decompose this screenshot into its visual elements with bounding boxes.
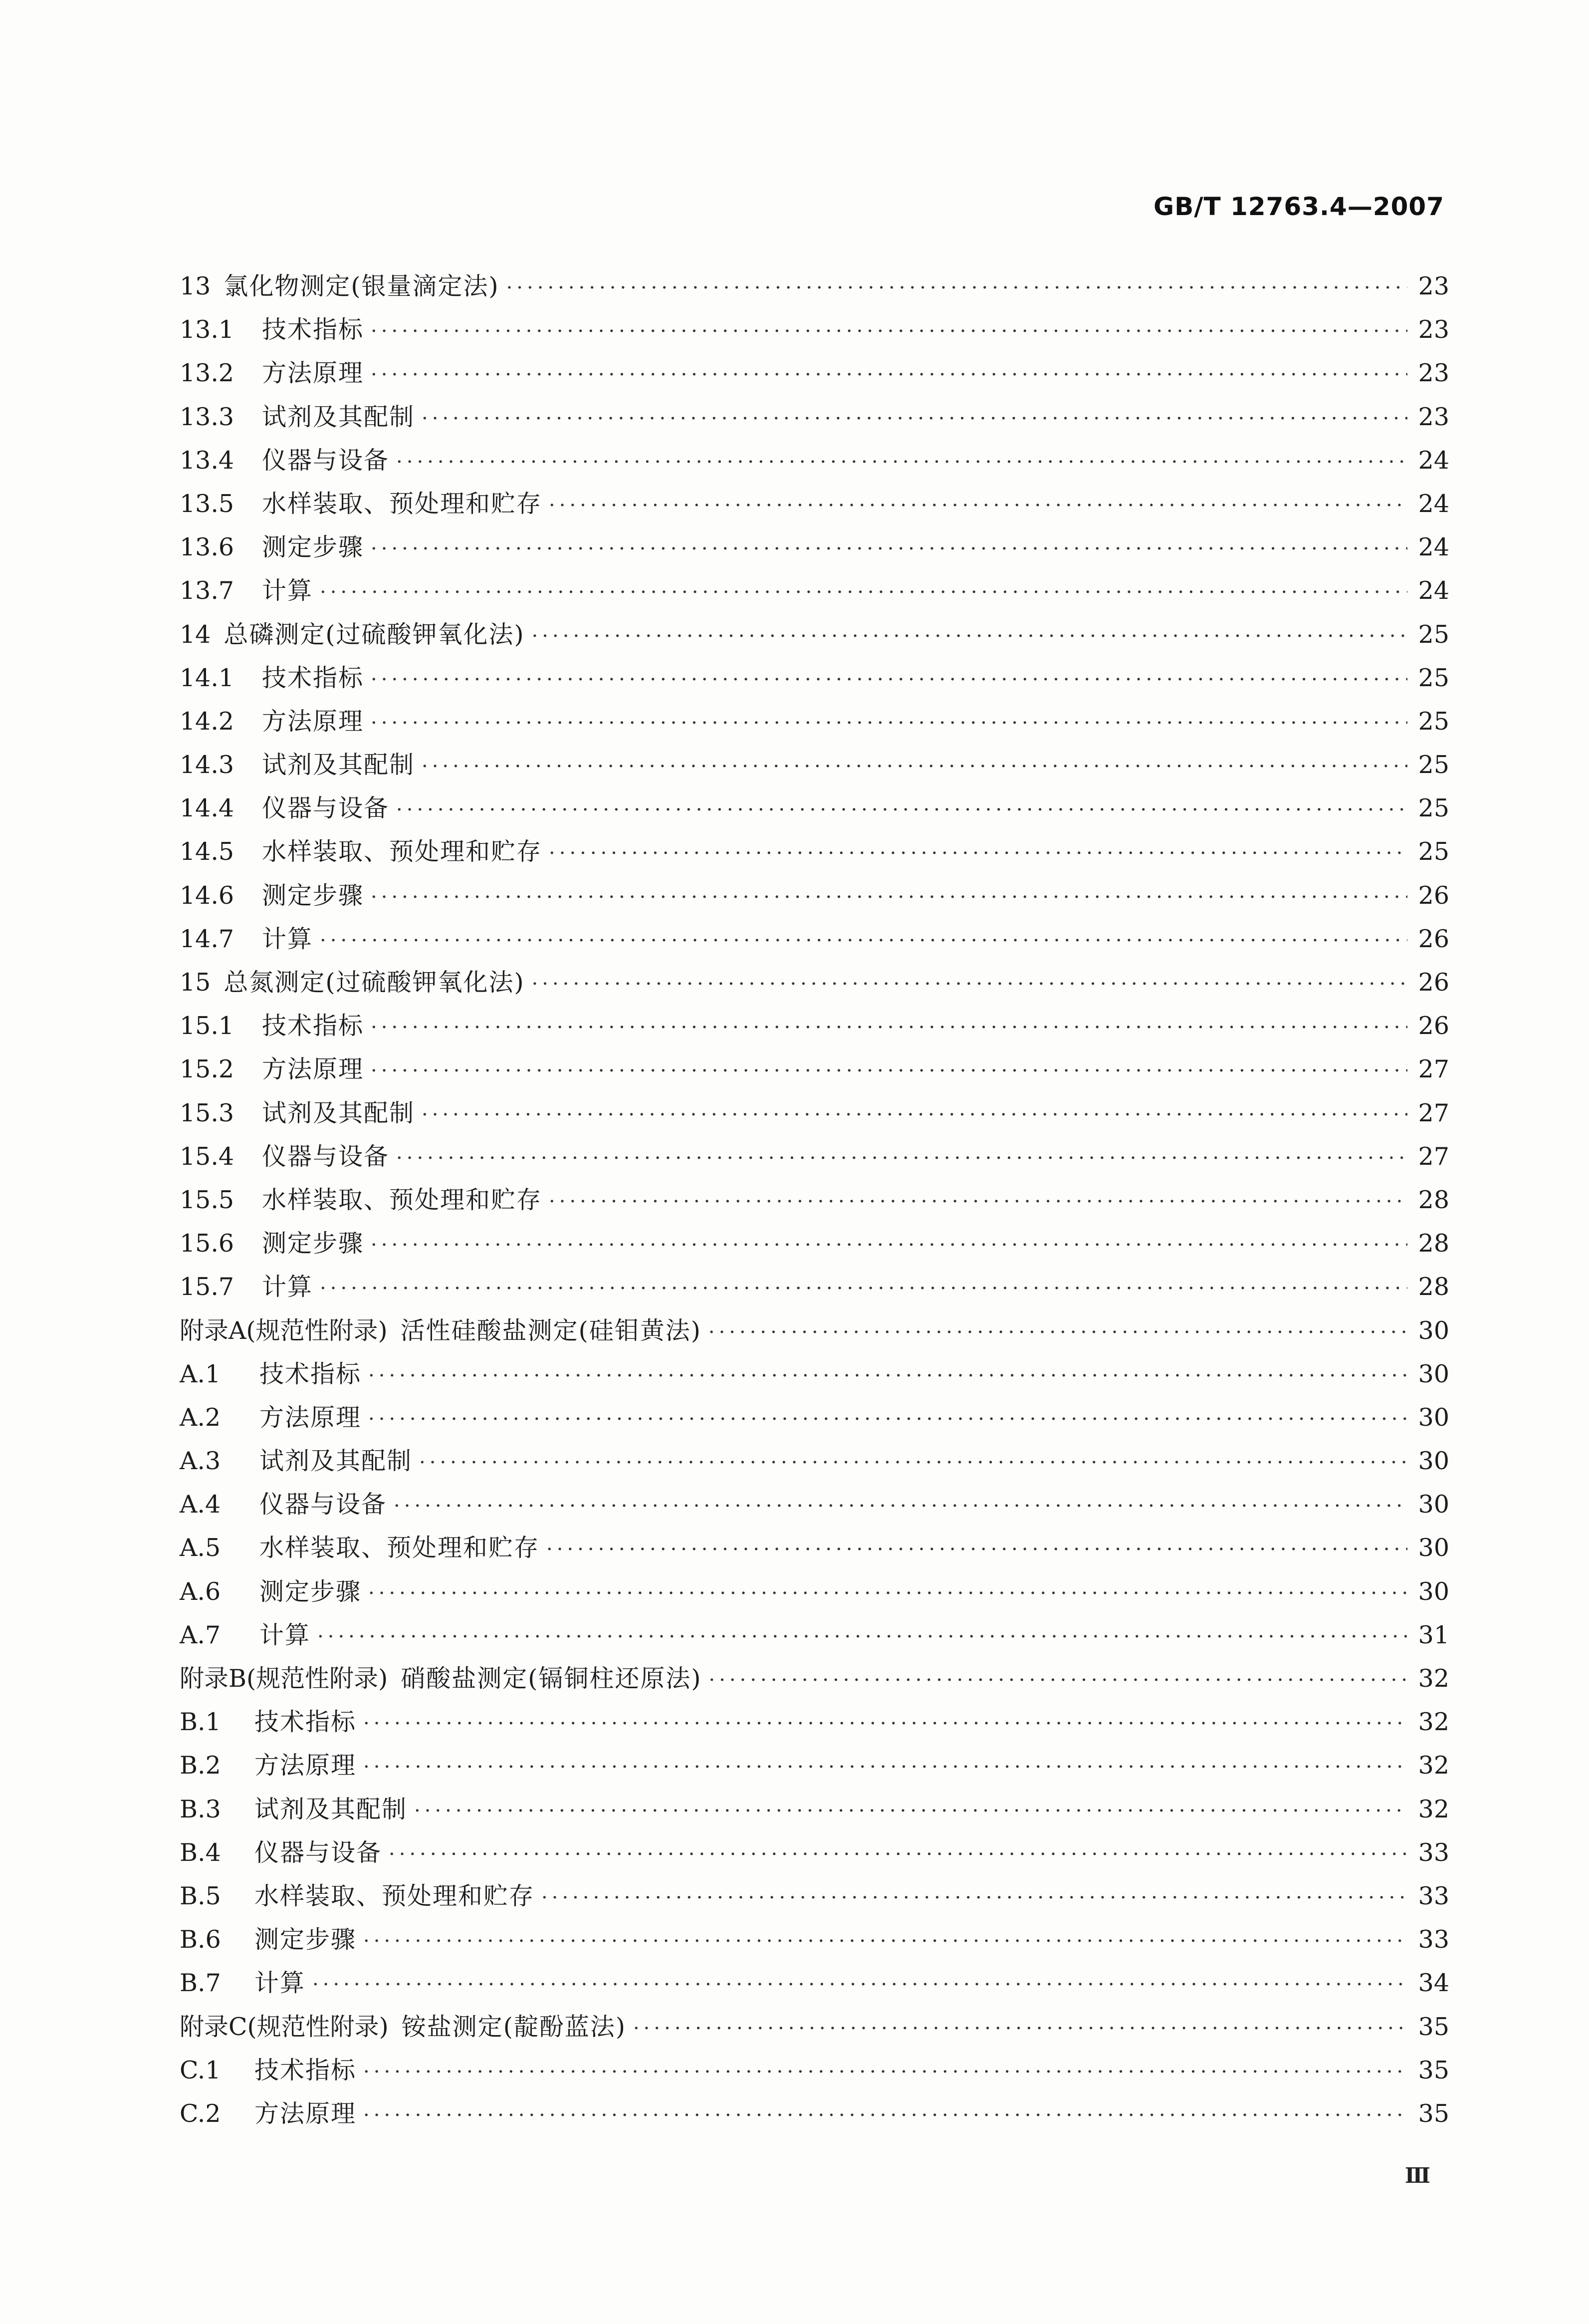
toc-entry-page: 28 bbox=[1418, 1229, 1449, 1258]
toc-entry-number: 附录A(规范性附录) bbox=[180, 1316, 388, 1345]
dot-leader bbox=[317, 1615, 1407, 1659]
toc-entry-title: 方法原理 bbox=[262, 1055, 364, 1084]
toc-entry bbox=[180, 743, 1449, 786]
toc-entry-number: B.6 bbox=[180, 1925, 221, 1954]
toc-entry-number: B.7 bbox=[180, 1969, 221, 1998]
table-of-contents bbox=[180, 264, 1449, 2135]
toc-entry-page: 32 bbox=[1418, 1664, 1449, 1693]
toc-entry-page: 35 bbox=[1418, 2012, 1449, 2041]
toc-entry-page: 27 bbox=[1418, 1142, 1449, 1171]
toc-entry bbox=[180, 656, 1449, 700]
toc-entry bbox=[180, 1526, 1449, 1569]
dot-leader bbox=[320, 919, 1407, 963]
toc-entry-number: 13.6 bbox=[180, 533, 234, 562]
toc-entry-title: 测定步骤 bbox=[254, 1925, 357, 1954]
toc-entry-number: 14.5 bbox=[180, 837, 234, 866]
toc-entry bbox=[180, 874, 1449, 917]
toc-entry-title: 试剂及其配制 bbox=[262, 402, 415, 431]
toc-entry-page: 32 bbox=[1418, 1751, 1449, 1780]
toc-entry-number: 15.2 bbox=[180, 1055, 234, 1084]
toc-entry bbox=[180, 1091, 1449, 1135]
dot-leader bbox=[414, 1790, 1407, 1833]
toc-entry-title: 仪器与设备 bbox=[262, 1142, 390, 1171]
toc-entry-page: 24 bbox=[1418, 533, 1449, 562]
toc-entry-number: 15.3 bbox=[180, 1098, 234, 1127]
dot-leader bbox=[368, 1572, 1407, 1615]
dot-leader bbox=[532, 615, 1407, 658]
toc-entry-number: 15 bbox=[180, 968, 211, 997]
toc-entry-page: 31 bbox=[1418, 1620, 1449, 1649]
toc-entry-page: 33 bbox=[1418, 1838, 1449, 1867]
toc-entry-number: 14.4 bbox=[180, 794, 234, 823]
toc-entry-number: A.3 bbox=[180, 1447, 221, 1476]
toc-entry-title: 仪器与设备 bbox=[254, 1838, 382, 1867]
toc-entry-title: 活性硅酸盐测定(硅钼黄法) bbox=[400, 1316, 701, 1345]
toc-entry-title: 测定步骤 bbox=[262, 533, 364, 562]
toc-entry-page: 25 bbox=[1418, 751, 1449, 779]
toc-entry bbox=[180, 961, 1449, 1004]
dot-leader bbox=[422, 745, 1407, 788]
dot-leader bbox=[549, 1180, 1407, 1224]
toc-entry-page: 25 bbox=[1418, 794, 1449, 823]
toc-entry-page: 27 bbox=[1418, 1055, 1449, 1084]
toc-entry bbox=[180, 613, 1449, 656]
toc-entry bbox=[180, 1918, 1449, 1961]
toc-entry bbox=[180, 1352, 1449, 1396]
toc-entry-title: 测定步骤 bbox=[262, 881, 364, 910]
toc-entry-title: 技术指标 bbox=[259, 1359, 362, 1388]
toc-entry-number: 13.3 bbox=[180, 402, 234, 431]
toc-entry bbox=[180, 1483, 1449, 1526]
dot-leader bbox=[363, 1920, 1407, 1963]
toc-entry-number: B.3 bbox=[180, 1795, 221, 1823]
toc-entry-number: 15.1 bbox=[180, 1012, 234, 1040]
toc-entry-page: 24 bbox=[1418, 446, 1449, 475]
toc-entry-number: 14.2 bbox=[180, 707, 234, 736]
toc-entry-number: B.1 bbox=[180, 1708, 221, 1737]
toc-entry-title: 铵盐测定(靛酚蓝法) bbox=[401, 2012, 626, 2041]
toc-entry-title: 技术指标 bbox=[262, 1012, 364, 1040]
toc-entry-title: 硝酸盐测定(镉铜柱还原法) bbox=[401, 1664, 702, 1693]
toc-entry-page: 26 bbox=[1418, 968, 1449, 997]
dot-leader bbox=[371, 353, 1407, 397]
toc-entry-title: 计算 bbox=[262, 1273, 313, 1301]
toc-entry-number: A.6 bbox=[180, 1577, 221, 1606]
toc-entry-title: 方法原理 bbox=[262, 707, 364, 736]
toc-entry-page: 30 bbox=[1418, 1403, 1449, 1432]
toc-entry-title: 计算 bbox=[262, 576, 313, 605]
dot-leader bbox=[320, 571, 1407, 614]
toc-entry-number: 附录B(规范性附录) bbox=[180, 1664, 388, 1693]
toc-entry bbox=[180, 395, 1449, 439]
toc-entry bbox=[180, 917, 1449, 961]
toc-entry-page: 28 bbox=[1418, 1185, 1449, 1214]
toc-entry-number: 14.6 bbox=[180, 881, 234, 910]
toc-entry-page: 33 bbox=[1418, 1881, 1449, 1910]
toc-entry-page: 27 bbox=[1418, 1098, 1449, 1127]
toc-entry-title: 试剂及其配制 bbox=[254, 1795, 408, 1823]
toc-entry bbox=[180, 1700, 1449, 1744]
toc-entry-title: 方法原理 bbox=[254, 1751, 357, 1780]
toc-entry-title: 试剂及其配制 bbox=[259, 1447, 413, 1476]
toc-entry-title: 氯化物测定(银量滴定法) bbox=[224, 272, 499, 300]
toc-entry bbox=[180, 830, 1449, 873]
toc-entry-page: 33 bbox=[1418, 1925, 1449, 1954]
toc-entry-page: 25 bbox=[1418, 837, 1449, 866]
dot-leader bbox=[422, 1093, 1407, 1137]
toc-entry-page: 23 bbox=[1418, 402, 1449, 431]
toc-entry-page: 24 bbox=[1418, 576, 1449, 605]
toc-entry-number: B.2 bbox=[180, 1751, 221, 1780]
toc-entry-page: 30 bbox=[1418, 1316, 1449, 1345]
dot-leader bbox=[396, 788, 1407, 832]
toc-entry-page: 35 bbox=[1418, 2056, 1449, 2084]
dot-leader bbox=[371, 310, 1407, 353]
dot-leader bbox=[371, 1049, 1407, 1093]
toc-entry-page: 23 bbox=[1418, 272, 1449, 300]
toc-entry-number: 13.7 bbox=[180, 576, 234, 605]
toc-entry-title: 测定步骤 bbox=[262, 1229, 364, 1258]
dot-leader bbox=[363, 1702, 1407, 1746]
toc-entry-title: 仪器与设备 bbox=[262, 446, 390, 475]
toc-entry bbox=[180, 439, 1449, 482]
dot-leader bbox=[371, 702, 1407, 745]
dot-leader bbox=[371, 876, 1407, 919]
toc-entry bbox=[180, 1831, 1449, 1874]
toc-entry bbox=[180, 1788, 1449, 1831]
dot-leader bbox=[708, 1659, 1407, 1702]
toc-entry-number: 15.7 bbox=[180, 1273, 234, 1301]
toc-entry-page: 26 bbox=[1418, 881, 1449, 910]
dot-leader bbox=[371, 658, 1407, 702]
toc-entry bbox=[180, 308, 1449, 351]
dot-leader bbox=[371, 527, 1407, 571]
toc-entry bbox=[180, 525, 1449, 569]
dot-leader bbox=[363, 2094, 1407, 2137]
dot-leader bbox=[363, 2051, 1407, 2094]
toc-entry-title: 计算 bbox=[262, 924, 313, 953]
toc-entry-page: 30 bbox=[1418, 1447, 1449, 1476]
toc-entry bbox=[180, 2092, 1449, 2135]
toc-entry bbox=[180, 569, 1449, 612]
toc-entry bbox=[180, 786, 1449, 830]
toc-entry-number: 附录C(规范性附录) bbox=[180, 2012, 389, 2041]
toc-entry-page: 28 bbox=[1418, 1273, 1449, 1301]
toc-entry-number: B.5 bbox=[180, 1881, 221, 1910]
toc-entry bbox=[180, 1222, 1449, 1265]
toc-entry-title: 技术指标 bbox=[262, 663, 364, 692]
toc-entry-number: 15.5 bbox=[180, 1185, 234, 1214]
toc-entry bbox=[180, 1265, 1449, 1308]
toc-entry bbox=[180, 1309, 1449, 1352]
toc-entry bbox=[180, 700, 1449, 743]
toc-entry bbox=[180, 1439, 1449, 1483]
toc-entry-title: 技术指标 bbox=[254, 2056, 357, 2084]
toc-entry-number: 14 bbox=[180, 620, 211, 649]
toc-entry-title: 试剂及其配制 bbox=[262, 751, 415, 779]
toc-entry-page: 34 bbox=[1418, 1969, 1449, 1998]
toc-entry-page: 25 bbox=[1418, 620, 1449, 649]
toc-entry bbox=[180, 1047, 1449, 1091]
toc-entry-number: 15.6 bbox=[180, 1229, 234, 1258]
toc-entry-number: C.1 bbox=[180, 2056, 221, 2084]
toc-entry-page: 30 bbox=[1418, 1490, 1449, 1519]
toc-entry-title: 测定步骤 bbox=[259, 1577, 362, 1606]
dot-leader bbox=[363, 1746, 1407, 1789]
toc-entry-number: A.4 bbox=[180, 1490, 221, 1519]
toc-entry-number: A.5 bbox=[180, 1534, 221, 1562]
toc-entry-title: 总磷测定(过硫酸钾氧化法) bbox=[224, 620, 525, 649]
toc-entry bbox=[180, 1657, 1449, 1700]
dot-leader bbox=[368, 1354, 1407, 1398]
toc-entry-title: 技术指标 bbox=[262, 315, 364, 344]
toc-entry bbox=[180, 482, 1449, 525]
dot-leader bbox=[396, 441, 1407, 484]
toc-entry-number: 13.2 bbox=[180, 359, 234, 388]
toc-entry-title: 仪器与设备 bbox=[262, 794, 390, 823]
dot-leader bbox=[389, 1833, 1407, 1876]
toc-entry-title: 试剂及其配制 bbox=[262, 1098, 415, 1127]
toc-entry-number: 14.7 bbox=[180, 924, 234, 953]
dot-leader bbox=[371, 1224, 1407, 1267]
toc-entry-page: 26 bbox=[1418, 1012, 1449, 1040]
toc-entry-title: 计算 bbox=[259, 1620, 311, 1649]
toc-entry-number: 13.5 bbox=[180, 489, 234, 518]
toc-entry-page: 30 bbox=[1418, 1577, 1449, 1606]
dot-leader bbox=[546, 1528, 1407, 1571]
toc-entry bbox=[180, 2049, 1449, 2092]
toc-entry bbox=[180, 1744, 1449, 1787]
toc-entry-title: 水样装取、预处理和贮存 bbox=[262, 489, 542, 518]
toc-entry bbox=[180, 1004, 1449, 1047]
dot-leader bbox=[371, 1006, 1407, 1049]
dot-leader bbox=[419, 1441, 1407, 1485]
toc-entry-title: 水样装取、预处理和贮存 bbox=[262, 1185, 542, 1214]
toc-entry-page: 25 bbox=[1418, 663, 1449, 692]
toc-entry-page: 25 bbox=[1418, 707, 1449, 736]
toc-entry-title: 方法原理 bbox=[259, 1403, 362, 1432]
toc-entry-number: A.2 bbox=[180, 1403, 221, 1432]
dot-leader bbox=[312, 1963, 1407, 2007]
dot-leader bbox=[394, 1485, 1407, 1528]
toc-entry-title: 方法原理 bbox=[262, 359, 364, 388]
toc-entry-number: B.4 bbox=[180, 1838, 221, 1867]
toc-entry-page: 30 bbox=[1418, 1359, 1449, 1388]
toc-entry bbox=[180, 264, 1449, 308]
toc-entry-number: C.2 bbox=[180, 2099, 221, 2128]
toc-entry-number: A.7 bbox=[180, 1620, 221, 1649]
toc-entry-page: 32 bbox=[1418, 1708, 1449, 1737]
toc-entry-title: 总氮测定(过硫酸钾氧化法) bbox=[224, 968, 525, 997]
dot-leader bbox=[541, 1876, 1407, 1920]
toc-entry bbox=[180, 1135, 1449, 1178]
toc-entry bbox=[180, 1396, 1449, 1439]
dot-leader bbox=[708, 1311, 1407, 1354]
toc-entry-title: 水样装取、预处理和贮存 bbox=[262, 837, 542, 866]
toc-entry-number: 14.3 bbox=[180, 751, 234, 779]
toc-entry bbox=[180, 1613, 1449, 1657]
dot-leader bbox=[422, 397, 1407, 441]
toc-entry-title: 计算 bbox=[254, 1969, 306, 1998]
toc-entry-title: 水样装取、预处理和贮存 bbox=[254, 1881, 535, 1910]
toc-entry-title: 水样装取、预处理和贮存 bbox=[259, 1534, 540, 1562]
toc-entry-page: 35 bbox=[1418, 2099, 1449, 2128]
dot-leader bbox=[549, 484, 1407, 527]
toc-entry-number: 14.1 bbox=[180, 663, 234, 692]
toc-entry-page: 30 bbox=[1418, 1534, 1449, 1562]
toc-entry-page: 23 bbox=[1418, 315, 1449, 344]
toc-entry bbox=[180, 1961, 1449, 2005]
toc-entry-number: 13 bbox=[180, 272, 211, 300]
dot-leader bbox=[532, 963, 1407, 1006]
dot-leader bbox=[396, 1137, 1407, 1180]
dot-leader bbox=[549, 832, 1407, 875]
toc-entry-page: 32 bbox=[1418, 1795, 1449, 1823]
toc-entry-number: 13.1 bbox=[180, 315, 234, 344]
toc-entry-page: 24 bbox=[1418, 489, 1449, 518]
toc-entry-number: A.1 bbox=[180, 1359, 221, 1388]
toc-entry-title: 仪器与设备 bbox=[259, 1490, 387, 1519]
toc-entry bbox=[180, 1178, 1449, 1222]
toc-entry bbox=[180, 2005, 1449, 2049]
toc-entry-number: 15.4 bbox=[180, 1142, 234, 1171]
dot-leader bbox=[368, 1398, 1407, 1441]
toc-entry-title: 方法原理 bbox=[254, 2099, 357, 2128]
toc-entry bbox=[180, 351, 1449, 395]
toc-entry-title: 技术指标 bbox=[254, 1708, 357, 1737]
dot-leader bbox=[633, 2007, 1407, 2051]
standard-number: GB/T 12763.4—2007 bbox=[1153, 192, 1444, 221]
dot-leader bbox=[320, 1267, 1407, 1310]
toc-entry-number: 13.4 bbox=[180, 446, 234, 475]
toc-entry bbox=[180, 1570, 1449, 1613]
toc-entry bbox=[180, 1874, 1449, 1918]
page-number-roman: Ⅲ bbox=[1404, 2163, 1430, 2188]
toc-entry-page: 23 bbox=[1418, 359, 1449, 388]
toc-entry-page: 26 bbox=[1418, 924, 1449, 953]
dot-leader bbox=[506, 266, 1407, 310]
